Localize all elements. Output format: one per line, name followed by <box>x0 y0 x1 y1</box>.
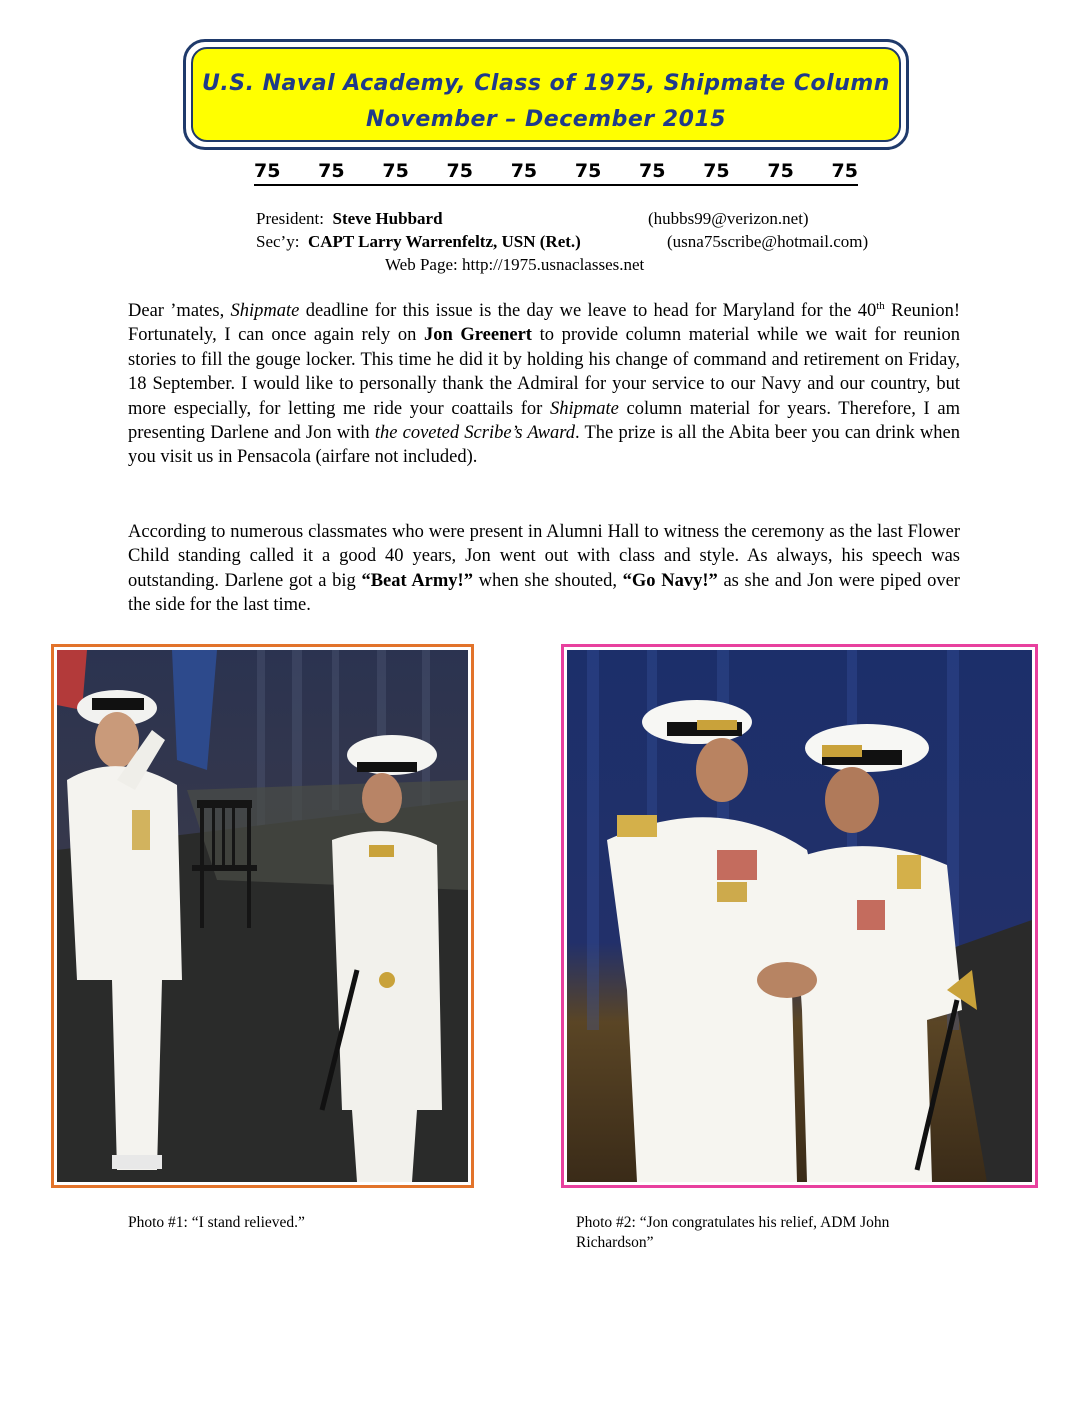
text-run: deadline for this issue is the day we leave to head for Maryland for the 40 <box>299 301 877 321</box>
class-number-row <box>254 160 858 186</box>
photo-2-frame <box>561 644 1038 1188</box>
text-run: when she shouted, <box>472 570 623 591</box>
title-banner-inner <box>191 47 901 142</box>
shipmate-title: Shipmate <box>549 398 619 419</box>
photo-1 <box>57 650 468 1182</box>
secretary-name: CAPT Larry Warrenfeltz, USN (Ret.) <box>307 232 581 251</box>
column-paragraph-2 <box>128 520 960 618</box>
bold-quote: “Go Navy!” <box>622 570 718 591</box>
shipmate-title: Shipmate <box>230 301 300 321</box>
text-run: to provide column material while we wait for reunion stories to fill the gouge locker. This time he did it by holding his change of command and retirement on Friday, 18 September. I would like to personally thank the Admiral for your service to our Navy and our country, but more especially, for letting me ride your coattails for <box>128 325 960 419</box>
class-number: 75 <box>831 160 858 182</box>
text-run: . The prize is all the Abita beer you can drink when you visit us in Pensacola (airfare not included). <box>128 423 960 468</box>
text-run: column material for years. Therefore, I am presenting Darlene and Jon with <box>128 398 960 444</box>
class-number: 75 <box>574 160 602 182</box>
ordinal-suffix: th <box>876 299 885 312</box>
president-name: Steve Hubbard <box>332 209 443 228</box>
award-name: the coveted Scribe’s Award <box>374 423 576 444</box>
class-number: 75 <box>254 160 281 182</box>
text-run: According to numerous classmates who were present in Alumni Hall to witness the ceremony as the last Flower Child standing called it a good 40 years, Jon went out with class and style. As always, his speech was outstanding. Darlene got a big <box>128 522 960 591</box>
photo-1-frame <box>51 644 474 1188</box>
secretary-label: Sec’y: <box>256 232 300 251</box>
class-number: 75 <box>703 160 730 182</box>
photo-2-caption: Photo #2: “Jon congratulates his relief, ADM John Richardson” <box>576 1214 890 1251</box>
photo-2-image <box>567 650 1032 1182</box>
banner-date: November – December 2015 <box>365 107 727 132</box>
text-run: as she and Jon were piped over the side for the last time. <box>128 570 960 616</box>
president-email: (hubbs99@verizon.net) <box>648 209 809 228</box>
photo-1-caption: Photo #1: “I stand relieved.” <box>128 1214 305 1231</box>
secretary-line <box>256 232 581 252</box>
bold-name: Jon Greenert <box>424 325 532 346</box>
title-banner <box>183 39 909 150</box>
class-number: 75 <box>446 160 473 182</box>
class-number: 75 <box>639 160 666 182</box>
banner-title: U.S. Naval Academy, Class of 1975, Shipmate Column <box>202 71 890 96</box>
class-number: 75 <box>510 160 538 182</box>
class-number: 75 <box>318 160 345 182</box>
text-run: Reunion! Fortunately, I can once again rely on <box>128 301 960 346</box>
photo-2 <box>567 650 1032 1182</box>
class-number: 75 <box>382 160 409 182</box>
president-label: President: <box>256 209 324 228</box>
bold-quote: “Beat Army!” <box>361 570 473 591</box>
class-number: 75 <box>767 160 794 182</box>
web-page-line: Web Page: http://1975.usnaclasses.net <box>385 255 645 274</box>
photo-1-image <box>57 650 468 1182</box>
column-paragraph-1 <box>128 299 960 470</box>
secretary-email: (usna75scribe@hotmail.com) <box>667 232 869 251</box>
text-run: Dear ’mates, <box>128 301 231 321</box>
president-line <box>256 209 443 229</box>
